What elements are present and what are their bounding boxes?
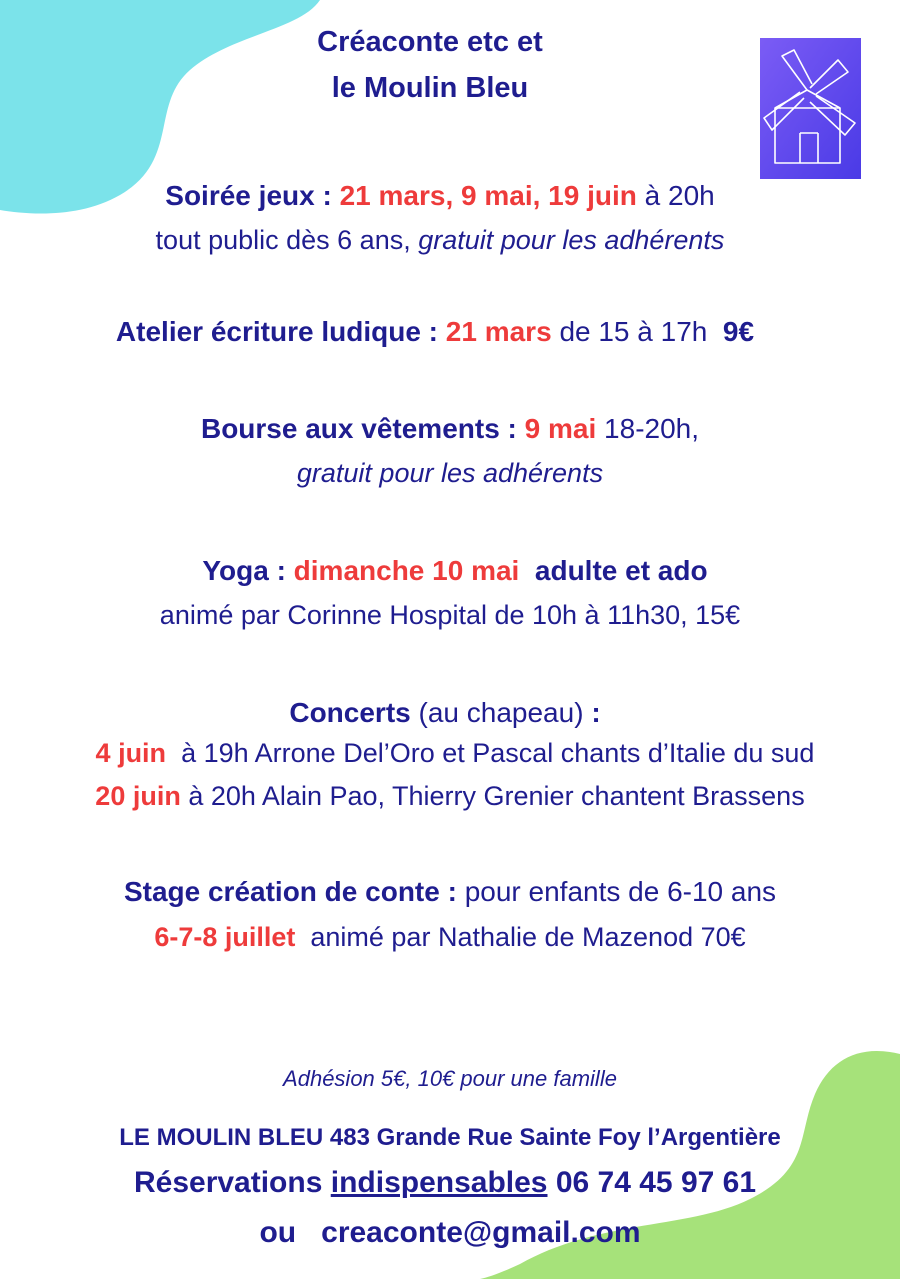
reservations-line [0,1166,895,1200]
concerts-note: (au chapeau) [418,697,584,728]
concert-item-2 [0,781,900,812]
phone-number: 06 74 45 97 61 [555,1166,757,1199]
yoga-audience: adulte et ado [534,555,708,586]
email-address[interactable]: creaconte@gmail.com [321,1216,641,1249]
stage-label: Stage création de conte : [123,876,457,907]
atelier-price: 9€ [722,316,755,347]
bourse-date: 9 mai [524,413,597,444]
bourse-line [0,413,900,445]
adhesion-text: Adhésion 5€, 10€ pour une famille [283,1066,617,1091]
windmill-logo-icon [760,38,861,179]
bourse-note: gratuit pour les adhérents [296,458,604,488]
concert-item-1 [5,738,900,769]
bourse-label: Bourse aux vêtements : [200,413,517,444]
concert-1-text: à 19h Arrone Del’Oro et Pascal chants d’Italie du sud [181,738,815,768]
address-text: LE MOULIN BLEU 483 Grande Rue Sainte Foy l’Argentière [119,1124,781,1151]
stage-details: animé par Nathalie de Mazenod 70€ [310,922,746,952]
yoga-date: dimanche 10 mai [293,555,520,586]
email-line [0,1216,900,1250]
soiree-jeux-line [0,180,890,212]
atelier-label: Atelier écriture ludique : [115,316,438,347]
soiree-audience: tout public dès 6 ans, [155,225,411,255]
atelier-time: de 15 à 17h [559,316,708,347]
reservations-emph: indispensables [330,1166,548,1199]
page-title-line2: le Moulin Bleu [331,72,529,104]
concerts-label: Concerts [289,697,411,728]
soiree-dates: 21 mars, 9 mai, 19 juin [339,180,637,211]
reservations-label: Réservations [133,1166,323,1199]
soiree-note: gratuit pour les adhérents [418,225,725,255]
concert-1-date: 4 juin [95,738,167,768]
page-title-line1: Créaconte etc et [317,26,543,58]
concerts-colon: : [591,697,601,728]
yoga-details: animé par Corinne Hospital de 10h à 11h30, 15€ [159,600,741,630]
atelier-date: 21 mars [445,316,552,347]
concert-2-date: 20 juin [95,781,181,811]
stage-line [0,876,900,908]
stage-date: 6-7-8 juillet [154,922,296,952]
yoga-line [5,555,900,587]
soiree-time: à 20h [644,180,715,211]
soiree-audience-line [0,225,890,256]
stage-details-line [0,922,900,953]
atelier-line [0,316,885,348]
or-text: ou [259,1216,297,1249]
stage-audience: pour enfants de 6-10 ans [464,876,777,907]
soiree-label: Soirée jeux : [165,180,332,211]
concert-2-text: à 20h Alain Pao, Thierry Grenier chantent Brassens [188,781,805,811]
yoga-label: Yoga : [202,555,286,586]
bourse-time: 18-20h, [604,413,700,444]
concerts-line [0,697,895,729]
